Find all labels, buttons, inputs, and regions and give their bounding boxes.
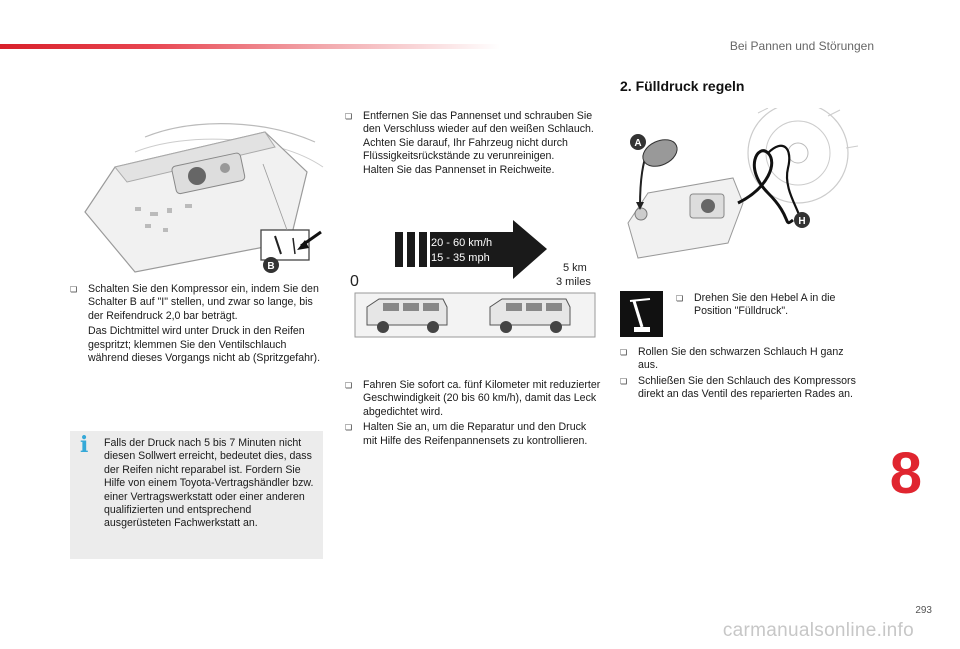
page-number: 293: [915, 605, 932, 616]
start-marker: 0: [350, 273, 359, 290]
list-item: ❏ Schließen Sie den Schlauch des Kompressors direkt an das Ventil des reparierten Rades an.: [620, 374, 856, 401]
section-heading: 2. Fülldruck regeln: [620, 78, 745, 94]
checkbox-bullet-icon: ❏: [676, 294, 684, 303]
list-item: ❏ Schalten Sie den Kompressor ein, indem Sie den Schalter B auf "I" stellen, und zwar so lange, bis der Reifendruck 2,0 bar beträgt.: [70, 283, 319, 322]
info-icon: i: [80, 432, 89, 458]
paragraph: Das Dichtmittel wird unter Druck in den Reifen gespritzt; klemmen Sie den Ventilschlauch während dieses Vorgangs nicht ab (Spritzgefahr).: [88, 325, 321, 365]
chapter-number: 8: [889, 441, 922, 506]
callout-b: B: [267, 261, 275, 272]
callout-h: H: [798, 216, 806, 227]
list-item: ❏ Halten Sie an, um die Reparatur und den Druck mit Hilfe des Reifenpannensets zu kontrollieren.: [345, 421, 588, 447]
mid-instructions-bottom: [345, 379, 603, 450]
right-instruction-lever: [676, 292, 861, 321]
info-box: [70, 431, 323, 559]
speed-mph: 15 - 35 mph: [431, 252, 490, 264]
checkbox-bullet-icon: ❏: [620, 348, 628, 357]
list-item: ❏ Rollen Sie den schwarzen Schlauch H ganz aus.: [620, 346, 844, 372]
list-item: ❏ Entfernen Sie das Pannenset und schrauben Sie den Verschluss wieder auf den weißen Schlauch. Achten Sie darauf, Ihr Fahrzeug nicht durch Flüssigkeitsrückstände zu verunreinigen. Halten Sie das Pannenset in Reichweite.: [345, 110, 594, 176]
list-item: ❏ Fahren Sie sofort ca. fünf Kilometer mit reduzierter Geschwindigkeit (20 bis 60 km/h), damit das Leck abgedichtet wird.: [345, 379, 601, 418]
distance-miles: 3 miles: [556, 276, 591, 288]
checkbox-bullet-icon: ❏: [345, 112, 353, 121]
left-instructions: [70, 283, 323, 365]
callout-a: A: [634, 138, 642, 149]
header-accent-bar: [0, 44, 500, 49]
speed-kmh: 20 - 60 km/h: [431, 237, 493, 249]
info-text: Falls der Druck nach 5 bis 7 Minuten nicht diesen Sollwert erreicht, bedeutet dies, dass der Reifen nicht reparabel ist. Fordern Sie Hilfe von einem Toyota-Vertragshändler bzw. einer Vertragswerkstatt oder einer anderen qualifizierten und entsprechend ausgerüsteten Fachwerkstatt an.: [104, 437, 314, 530]
compressor-switch-illustration: [75, 112, 327, 282]
watermark: carmanualsonline.info: [722, 620, 914, 641]
distance-km: 5 km: [563, 262, 587, 274]
right-instructions: [620, 346, 860, 404]
checkbox-bullet-icon: ❏: [345, 423, 353, 433]
checkbox-bullet-icon: ❏: [620, 376, 628, 386]
speed-distance-illustration: [345, 215, 605, 345]
section-title: Bei Pannen und Störungen: [729, 39, 874, 53]
compressor-hose-illustration: [618, 108, 858, 278]
lever-position-icon: [620, 291, 663, 337]
checkbox-bullet-icon: ❏: [345, 381, 353, 390]
checkbox-bullet-icon: ❏: [70, 285, 78, 294]
list-item: ❏ Drehen Sie den Hebel A in die Position "Fülldruck".: [676, 292, 836, 318]
mid-instructions-top: [345, 110, 603, 179]
